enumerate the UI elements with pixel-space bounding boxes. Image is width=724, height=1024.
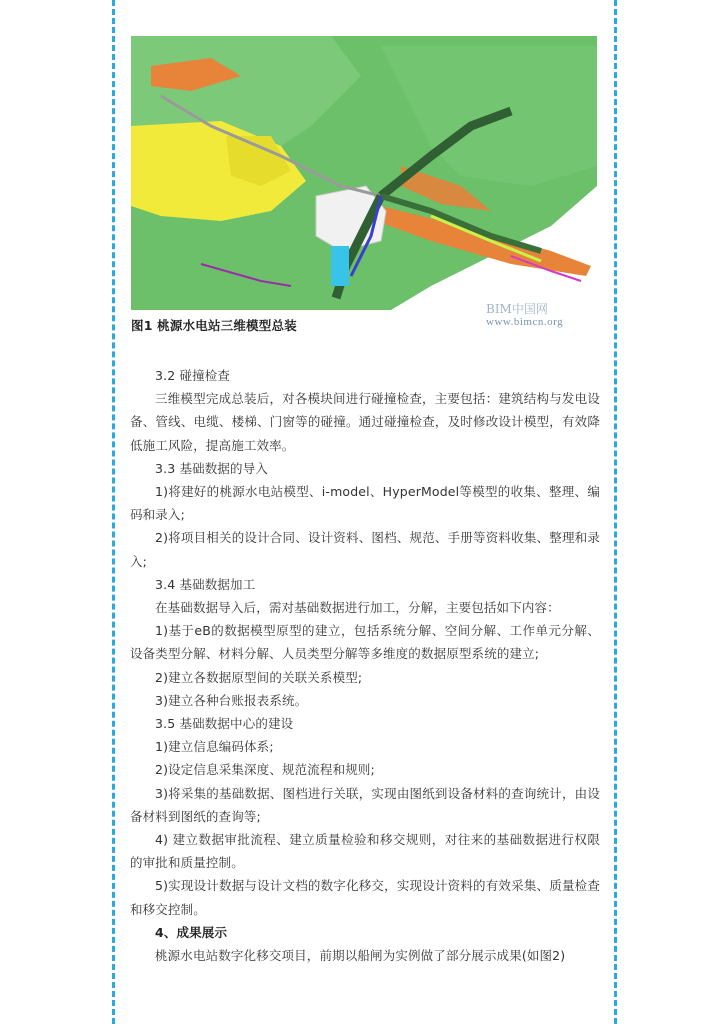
article-body xyxy=(130,364,600,967)
paragraph: 4) 建立数据审批流程、建立质量检验和移交规则，对往来的基础数据进行权限的审批和质量控制。 xyxy=(130,832,600,871)
watermark xyxy=(486,300,598,328)
paragraph: 1)基于eB的数据模型原型的建立，包括系统分解、空间分解、工作单元分解、设备类型分解、材料分解、人员类型分解等多维度的数据原型系统的建立; xyxy=(130,623,600,662)
right-dashed-border xyxy=(614,0,617,1024)
section-heading: 3.3 基础数据的导入 xyxy=(155,460,269,476)
paragraph: 在基础数据导入后，需对基础数据进行加工，分解，主要包括如下内容： xyxy=(155,600,560,616)
figure-caption: 图1 桃源水电站三维模型总装 xyxy=(131,318,297,333)
watermark-logo: BIM中国网 xyxy=(486,302,548,316)
paragraph: 桃源水电站数字化移交项目，前期以船闸为实例做了部分展示成果(如图2) xyxy=(155,948,566,964)
paragraph: 1)建立信息编码体系; xyxy=(155,739,274,755)
section-heading: 3.4 基础数据加工 xyxy=(155,576,256,592)
left-dashed-border xyxy=(112,0,115,1024)
paragraph: 2)设定信息采集深度、规范流程和规则; xyxy=(155,762,375,778)
paragraph: 3)建立各种台账报表系统。 xyxy=(155,692,308,708)
section-heading: 3.5 基础数据中心的建设 xyxy=(155,716,294,732)
paragraph: 5)实现设计数据与设计文档的数字化移交，实现设计资料的有效采集、质量检查和移交控制。 xyxy=(130,878,600,917)
watermark-url: www.bimcn.org xyxy=(486,316,564,328)
paragraph: 2)建立各数据原型间的关联关系模型; xyxy=(155,669,363,685)
section-heading: 3.2 碰撞检查 xyxy=(155,368,231,383)
paragraph: 2)将项目相关的设计合同、设计资料、图档、规范、手册等资料收集、整理和录入; xyxy=(130,530,600,569)
paragraph: 1)将建好的桃源水电站模型、i-model、HyperModel等模型的收集、整理、编码和录入; xyxy=(130,484,600,523)
paragraph: 三维模型完成总装后，对各模块间进行碰撞检查，主要包括：建筑结构与发电设备、管线、电缆、楼梯、门窗等的碰撞。通过碰撞检查，及时修改设计模型，有效降低施工风险，提高施工效率。 xyxy=(130,391,600,453)
paragraph: 3)将采集的基础数据、图档进行关联，实现由图纸到设备材料的查询统计，由设备材料到图纸的查询等; xyxy=(130,785,600,824)
hydropower-3d-model-image xyxy=(131,36,597,310)
section-heading-bold: 4、成果展示 xyxy=(155,924,228,940)
